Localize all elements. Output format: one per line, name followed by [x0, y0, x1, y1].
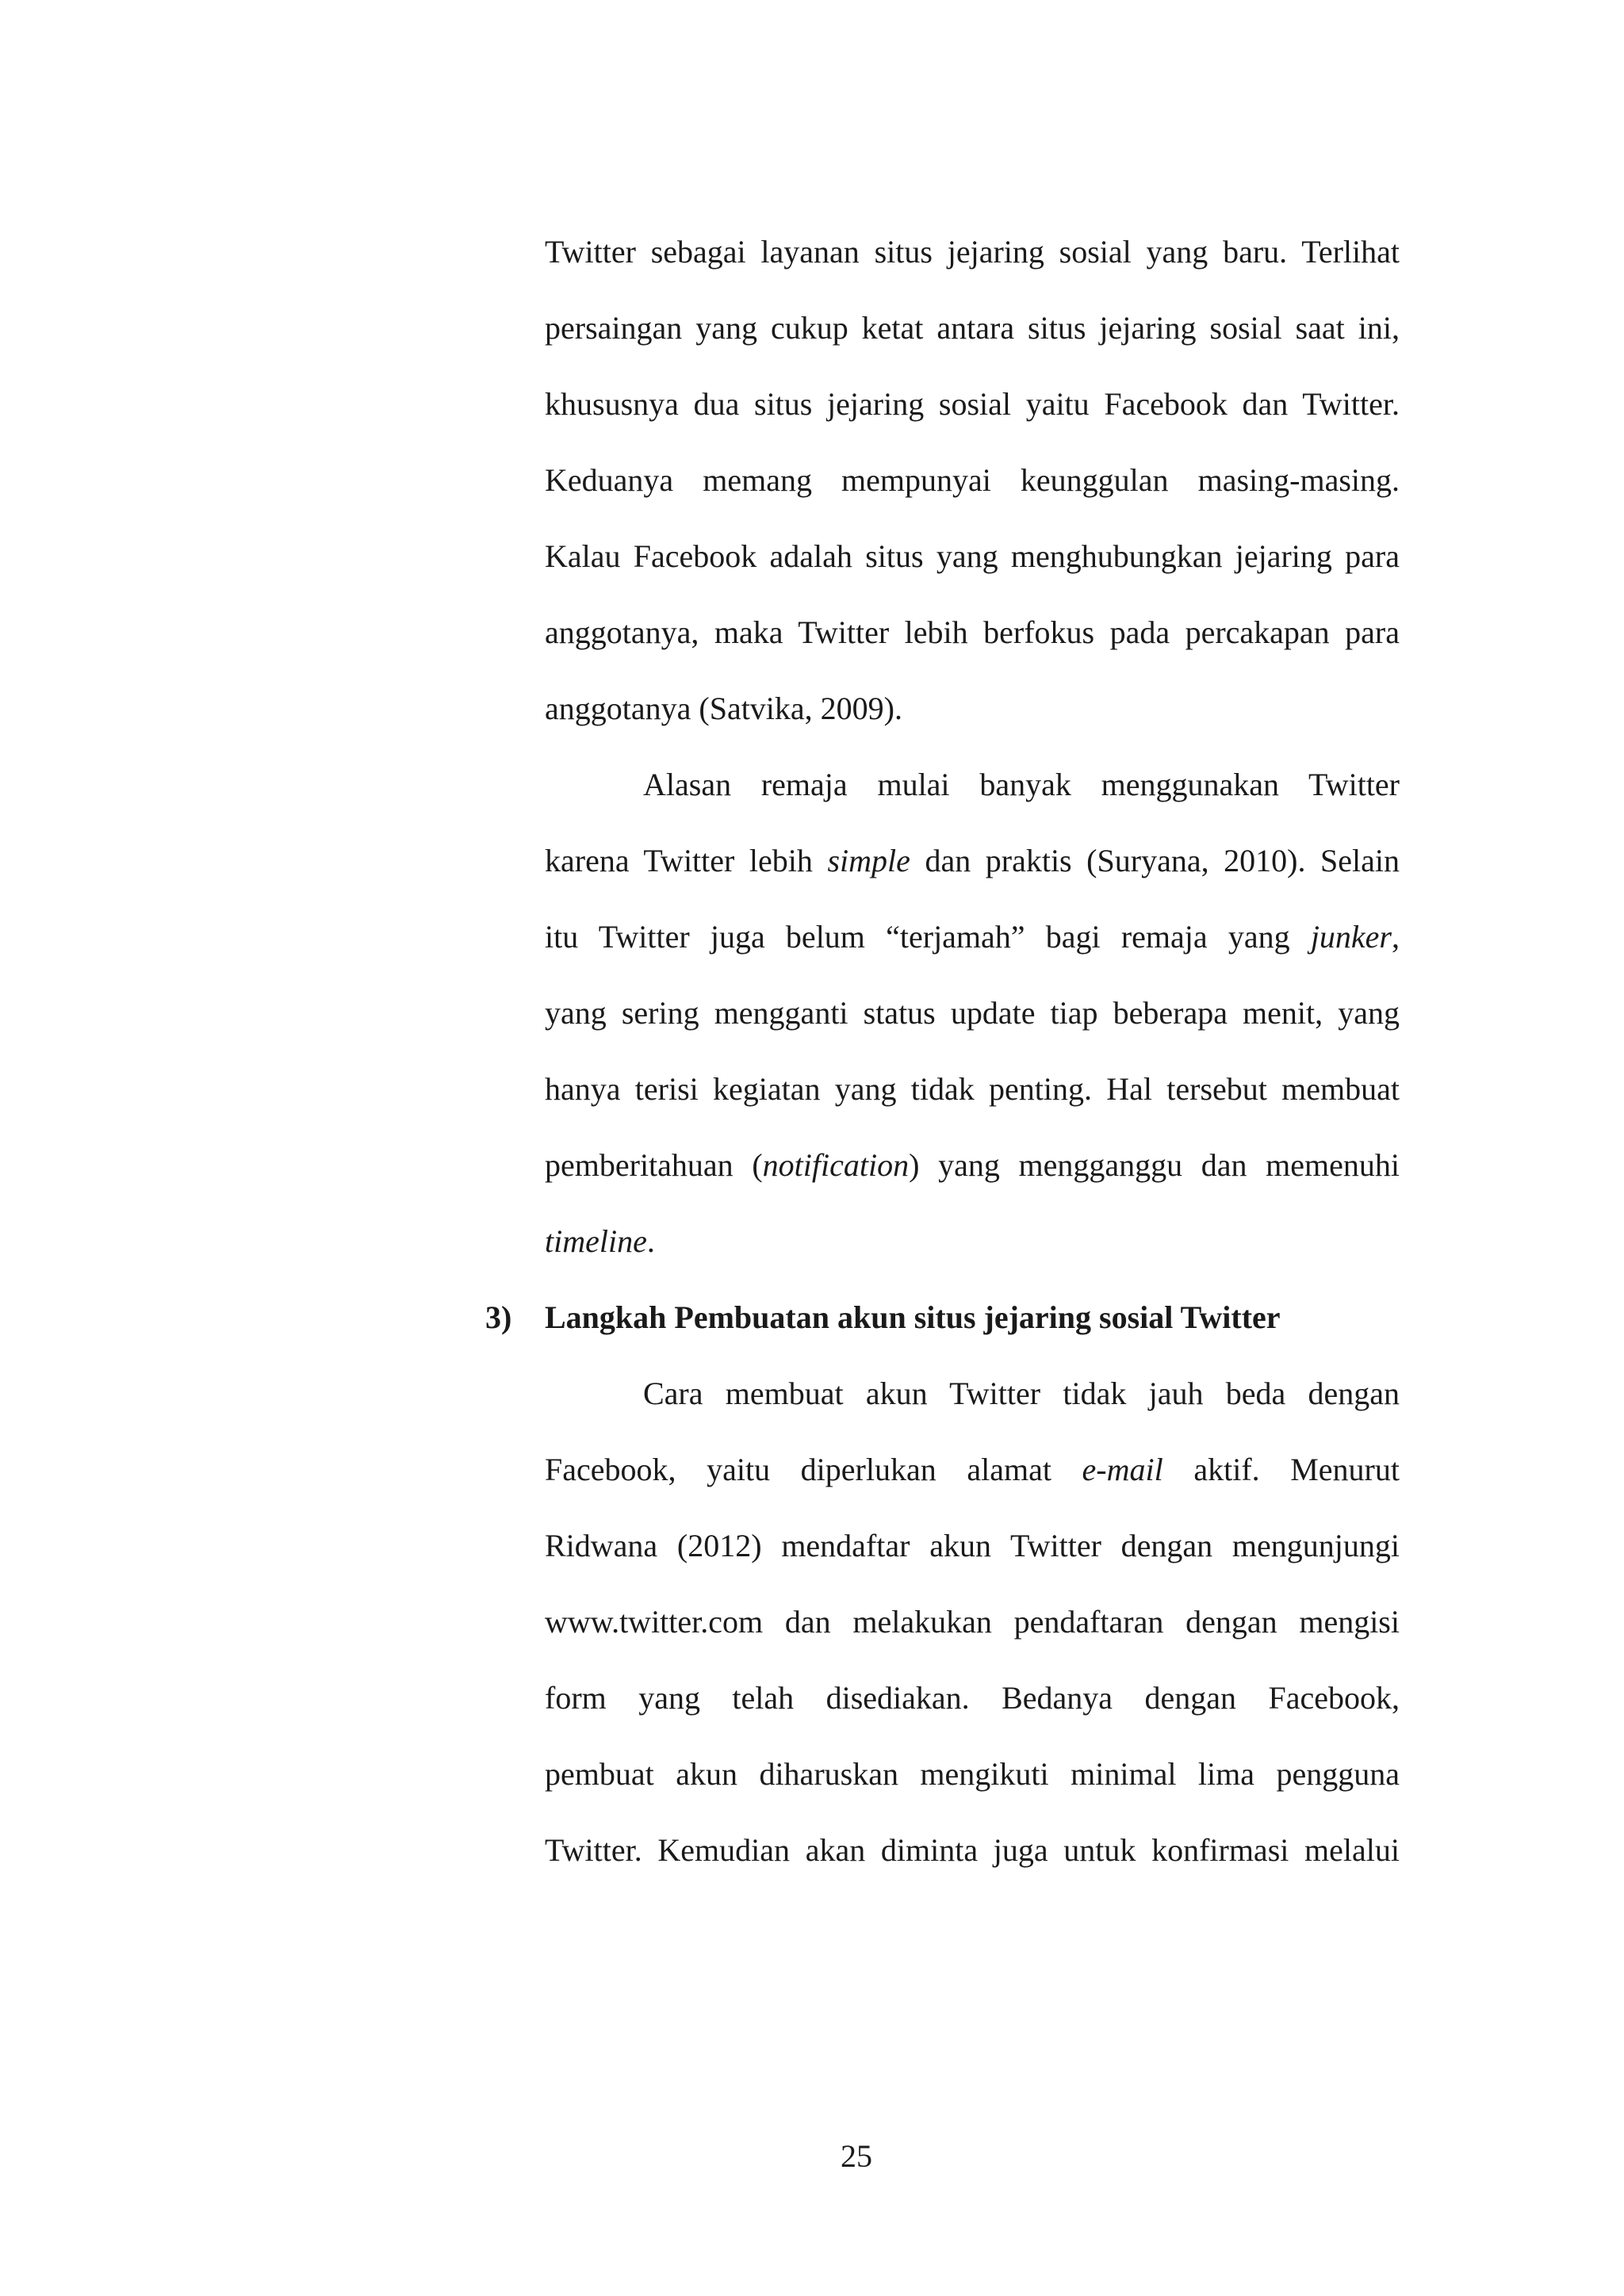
- text-line: Keduanya memang mempunyai keunggulan masing-masing.: [545, 462, 1400, 498]
- text-run: aktif. Menurut: [1162, 1452, 1400, 1487]
- text-line: persaingan yang cukup ketat antara situs jejaring sosial saat ini,: [545, 310, 1400, 346]
- italic-term: simple: [827, 843, 910, 878]
- text-line: anggotanya (Satvika, 2009).: [545, 691, 902, 726]
- text-line: Kalau Facebook adalah situs yang menghubungkan jejaring para: [545, 538, 1400, 574]
- paragraph-account-steps: [545, 1356, 1400, 1888]
- italic-term: timeline: [545, 1223, 647, 1259]
- text-line: Twitter sebagai layanan situs jejaring sosial yang baru. Terlihat: [545, 234, 1400, 270]
- text-run: dan praktis (Suryana, 2010). Selain: [910, 843, 1400, 878]
- heading-number: 3): [485, 1299, 512, 1335]
- italic-term: notification: [762, 1147, 910, 1183]
- text-line: pembuat akun diharuskan mengikuti minimal lima pengguna: [545, 1756, 1400, 1792]
- text-line: www.twitter.com dan melakukan pendaftaran dengan mengisi: [545, 1604, 1400, 1640]
- text-line: Alasan remaja mulai banyak menggunakan Twitter: [643, 767, 1400, 802]
- page-number: 25: [841, 2138, 872, 2174]
- text-run: ,: [1392, 919, 1400, 955]
- italic-term: junker: [1310, 919, 1392, 955]
- text-line: yang sering mengganti status update tiap beberapa menit, yang: [545, 995, 1400, 1031]
- text-line: Cara membuat akun Twitter tidak jauh beda dengan: [643, 1376, 1400, 1411]
- text-line: [545, 899, 1400, 975]
- text-line: khususnya dua situs jejaring sosial yaitu Facebook dan Twitter.: [545, 386, 1400, 422]
- text-line: Twitter. Kemudian akan diminta juga untuk konfirmasi melalui: [545, 1832, 1400, 1868]
- text-line: anggotanya, maka Twitter lebih berfokus pada percakapan para: [545, 614, 1400, 650]
- paragraph-twitter-competition: [545, 214, 1400, 747]
- heading-title: Langkah Pembuatan akun situs jejaring sosial Twitter: [545, 1299, 1281, 1335]
- text-line: [545, 1127, 1400, 1203]
- text-line: [545, 823, 1400, 899]
- text-run: .: [646, 1223, 655, 1259]
- text-run: ) yang mengganggu dan memenuhi: [909, 1147, 1400, 1183]
- text-run: karena Twitter lebih: [545, 843, 828, 878]
- italic-term: e-mail: [1082, 1452, 1163, 1487]
- text-run: pemberitahuan (: [545, 1147, 763, 1183]
- section-heading: [485, 1280, 1405, 1356]
- text-line: [545, 1432, 1400, 1508]
- text-line: form yang telah disediakan. Bedanya dengan Facebook,: [545, 1680, 1400, 1716]
- text-run: itu Twitter juga belum “terjamah” bagi remaja yang: [545, 919, 1311, 955]
- text-run: Facebook, yaitu diperlukan alamat: [545, 1452, 1082, 1487]
- text-line: Ridwana (2012) mendaftar akun Twitter dengan mengunjungi: [545, 1528, 1400, 1563]
- text-line: hanya terisi kegiatan yang tidak penting. Hal tersebut membuat: [545, 1071, 1400, 1107]
- text-line: [545, 1203, 1400, 1280]
- paragraph-teen-reasons: [545, 747, 1400, 1280]
